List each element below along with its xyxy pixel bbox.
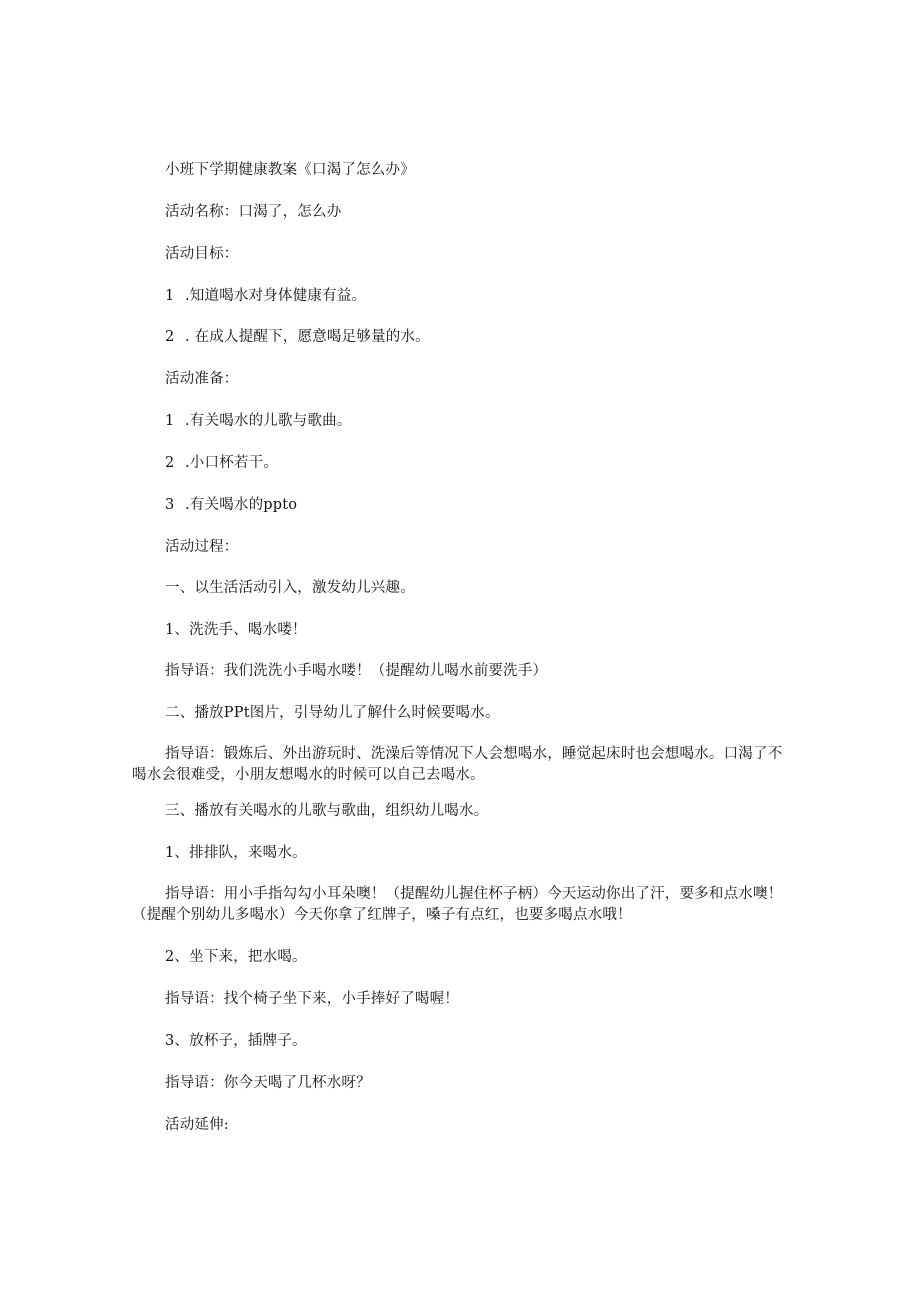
prep-text: .有关喝水的ppto (185, 497, 298, 513)
step3-subheading-3: 3、放杯子，插牌子。 (165, 1033, 307, 1049)
step2-guide: 指导语：锻炼后、外出游玩时、洗澡后等情况下人会想喝水，睡觉起床时也会想喝水。口渴了不喝水会很难受，小朋友想喝水的时候可以自己去喝水。 (132, 746, 783, 783)
document-title: 小班下学期健康教案《口渴了怎么办》 (165, 162, 415, 178)
prep-number: 3 (165, 497, 175, 513)
prep-number: 2 (165, 455, 175, 471)
goals-heading: 活动目标： (165, 246, 239, 262)
extension-heading: 活动延伸: (165, 1117, 229, 1133)
step1-heading: 一、以生活活动引入，激发幼儿兴趣。 (165, 580, 415, 596)
prep-heading: 活动准备： (165, 371, 239, 387)
step3-subheading-1: 1、排排队，来喝水。 (165, 845, 307, 861)
prep-item (165, 453, 278, 473)
step3-guide-1: 指导语：用小手指勾勾小耳朵噢！（提醒幼儿握住杯子柄）今天运动你出了汗，要多和点水噢！（提醒个别幼儿多喝水）今天你拿了红牌子，嗓子有点红，也要多喝点水哦！ (132, 886, 783, 923)
step2-heading: 二、播放PPt图片，引导幼儿了解什么时候要喝水。 (165, 705, 500, 721)
goal-text: . 在成人提醒下，愿意喝足够量的水。 (185, 329, 430, 345)
step3-subheading-2: 2、坐下来，把水喝。 (165, 949, 307, 965)
process-heading: 活动过程： (165, 539, 239, 555)
prep-text: .有关喝水的儿歌与歌曲。 (185, 413, 352, 429)
activity-name: 活动名称：口渴了，怎么办 (165, 204, 342, 220)
goal-text: .知道喝水对身体健康有益。 (185, 288, 367, 304)
prep-number: 1 (165, 413, 175, 429)
prep-text: .小口杯若干。 (185, 455, 279, 471)
prep-item (165, 411, 352, 431)
step3-guide-3: 指导语：你今天喝了几杯水呀？ (165, 1075, 371, 1091)
goal-item (165, 327, 430, 347)
step1-subheading: 1、洗洗手、喝水喽！ (165, 622, 307, 638)
goal-item (165, 286, 366, 306)
step3-heading: 三、播放有关喝水的儿歌与歌曲，组织幼儿喝水。 (165, 803, 489, 819)
step1-guide: 指导语：我们洗洗小手喝水喽！（提醒幼儿喝水前要洗手） (165, 663, 548, 679)
goal-number: 2 (165, 329, 175, 345)
goal-number: 1 (165, 288, 175, 304)
step3-guide-2: 指导语：找个椅子坐下来，小手捧好了喝喔！ (165, 991, 459, 1007)
prep-item (165, 495, 297, 515)
